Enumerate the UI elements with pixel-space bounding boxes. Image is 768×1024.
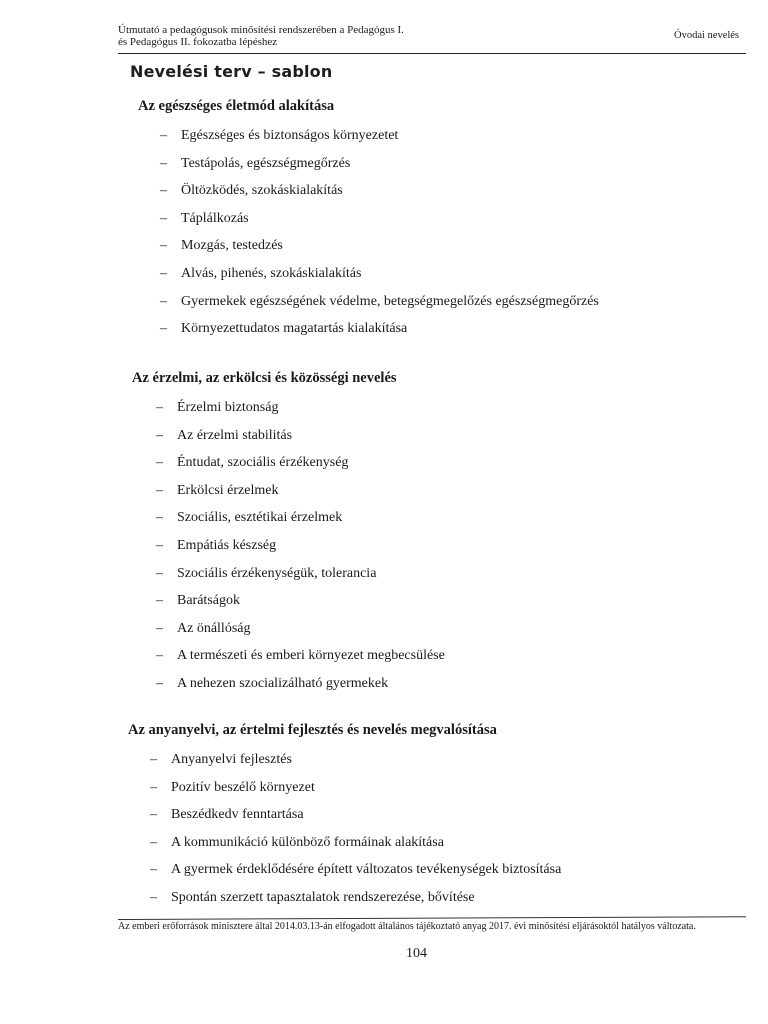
dash-bullet-icon: – <box>150 889 157 905</box>
list-item-text: Alvás, pihenés, szokáskialakítás <box>181 265 362 281</box>
list-item <box>160 294 599 322</box>
list-item-text: Pozitív beszélő környezet <box>171 779 315 795</box>
list-item-text: Erkölcsi érzelmek <box>177 482 279 498</box>
running-header-right: Óvodai nevelés <box>674 30 740 41</box>
page-number: 104 <box>406 946 427 961</box>
list-item <box>156 483 445 511</box>
dash-bullet-icon: – <box>150 807 157 823</box>
dash-bullet-icon: – <box>150 779 157 795</box>
dash-bullet-icon: – <box>160 293 167 309</box>
list-item <box>156 621 445 649</box>
section-heading: Az egészséges életmód alakítása <box>138 98 335 114</box>
list-item-text: Beszédkedv fenntartása <box>171 807 304 823</box>
list-item <box>156 428 445 456</box>
list-item-text: Empátiás készség <box>177 537 277 553</box>
dash-bullet-icon: – <box>160 183 167 199</box>
list-item-text: Környezettudatos magatartás kialakítása <box>181 321 408 337</box>
header-line-1: Útmutató a pedagógusok minősítési rendszerében a Pedagógus I. <box>118 24 404 36</box>
list-item <box>150 890 561 918</box>
dash-bullet-icon: – <box>156 593 163 609</box>
list-item <box>160 211 599 239</box>
list-item <box>156 455 445 483</box>
running-header-left <box>118 24 448 48</box>
footer-note: Az emberi erőforrások minisztere által 2014.03.13-án elfogadott általános tájékoztató anyag 2017. évi minősítési eljárásoktól hatályos változata. <box>118 921 696 932</box>
list-item-text: Éntudat, szociális érzékenység <box>177 455 349 471</box>
list-item <box>160 238 599 266</box>
dash-bullet-icon: – <box>160 321 167 337</box>
list-item-text: Barátságok <box>177 593 240 609</box>
dash-bullet-icon: – <box>156 565 163 581</box>
list-item-text: Szociális, esztétikai érzelmek <box>177 510 343 526</box>
dash-bullet-icon: – <box>156 400 163 415</box>
dash-bullet-icon: – <box>156 427 163 443</box>
list-item-text: Mozgás, testedzés <box>181 238 283 254</box>
header-divider <box>118 53 746 54</box>
list-item <box>150 862 561 890</box>
list-item <box>160 266 599 294</box>
list-item <box>150 752 561 780</box>
section-emotional-moral <box>132 370 445 704</box>
list-item <box>156 676 445 704</box>
list-item-text: Gyermekek egészségének védelme, betegségmegelőzés egészségmegőrzés <box>181 293 599 309</box>
list-item-text: Az érzelmi stabilitás <box>177 427 293 443</box>
list-item-text: Spontán szerzett tapasztalatok rendszerezése, bővítése <box>171 889 475 905</box>
section-heading: Az érzelmi, az erkölcsi és közösségi nevelés <box>132 370 397 386</box>
section-healthy-lifestyle <box>138 98 599 349</box>
dash-bullet-icon: – <box>156 537 163 553</box>
section-language-cognitive <box>128 722 561 918</box>
list-item-text: A nehezen szocializálható gyermekek <box>177 675 389 691</box>
list-item <box>160 321 599 349</box>
list-item <box>150 780 561 808</box>
page-title: Nevelési terv – sablon <box>130 62 333 81</box>
list-item-text: Testápolás, egészségmegőrzés <box>181 155 351 171</box>
list-item <box>156 538 445 566</box>
list-item-text: A kommunikáció különböző formáinak alakítása <box>171 834 444 850</box>
dash-bullet-icon: – <box>160 128 167 143</box>
list-item-text: Szociális érzékenységük, tolerancia <box>177 565 377 581</box>
list-item <box>156 648 445 676</box>
list-item-text: A természeti és emberi környezet megbecsülése <box>177 648 445 664</box>
list-item <box>160 183 599 211</box>
bullet-list <box>160 128 599 349</box>
dash-bullet-icon: – <box>156 510 163 526</box>
bullet-list <box>150 752 561 918</box>
list-item <box>160 156 599 184</box>
header-line-2: és Pedagógus II. fokozatba lépéshez <box>118 36 278 48</box>
list-item <box>150 835 561 863</box>
list-item-text: Az önállóság <box>177 620 251 636</box>
dash-bullet-icon: – <box>160 265 167 281</box>
list-item <box>156 400 445 428</box>
list-item <box>156 593 445 621</box>
dash-bullet-icon: – <box>160 238 167 254</box>
dash-bullet-icon: – <box>150 752 157 767</box>
dash-bullet-icon: – <box>156 455 163 471</box>
bullet-list <box>156 400 445 704</box>
list-item-text: Egészséges és biztonságos környezetet <box>181 128 399 143</box>
list-item-text: Anyanyelvi fejlesztés <box>171 752 292 767</box>
dash-bullet-icon: – <box>160 155 167 171</box>
list-item <box>156 566 445 594</box>
dash-bullet-icon: – <box>150 862 157 878</box>
dash-bullet-icon: – <box>150 834 157 850</box>
dash-bullet-icon: – <box>156 675 163 691</box>
dash-bullet-icon: – <box>160 210 167 226</box>
list-item-text: Táplálkozás <box>181 210 249 226</box>
list-item <box>156 510 445 538</box>
dash-bullet-icon: – <box>156 482 163 498</box>
list-item-text: Érzelmi biztonság <box>177 400 279 415</box>
list-item-text: Öltözködés, szokáskialakítás <box>181 183 343 199</box>
list-item <box>150 807 561 835</box>
dash-bullet-icon: – <box>156 620 163 636</box>
list-item-text: A gyermek érdeklődésére épített változatos tevékenységek biztosítása <box>171 862 562 878</box>
dash-bullet-icon: – <box>156 648 163 664</box>
list-item <box>160 128 599 156</box>
section-heading: Az anyanyelvi, az értelmi fejlesztés és nevelés megvalósítása <box>128 722 497 738</box>
